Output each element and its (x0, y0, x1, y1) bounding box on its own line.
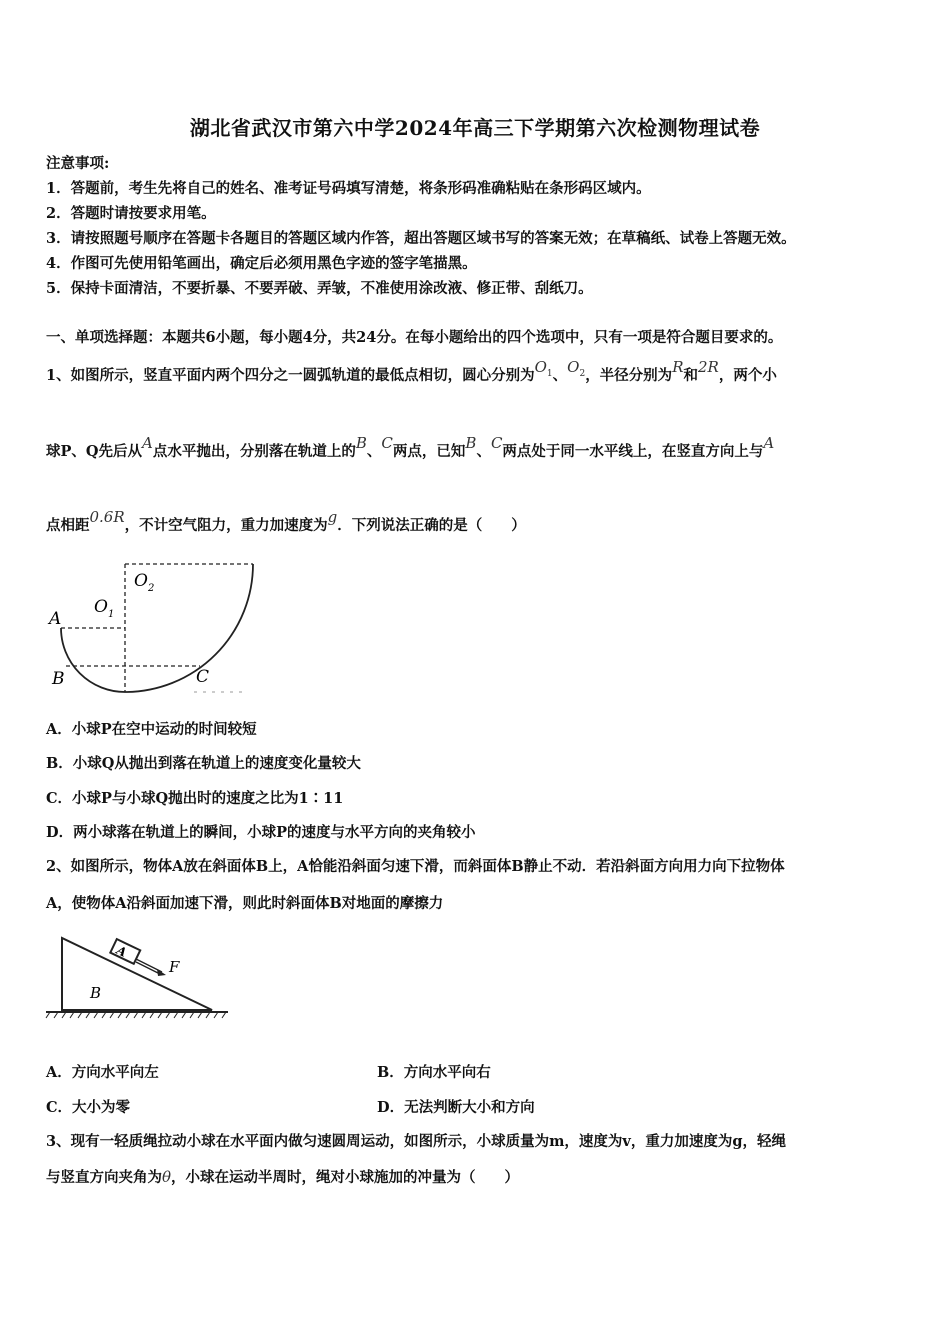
label-o2 (134, 571, 154, 594)
q1-line-1 (46, 358, 777, 385)
label-f: F (169, 958, 180, 976)
q2-option-b: B．方向水平向右 (377, 1064, 491, 1081)
label-o1-letter: O (94, 597, 108, 617)
q2-option-c: C．大小为零 (46, 1099, 131, 1116)
q1-sep: 、 (366, 443, 382, 460)
notice-item: 1．答题前，考生先将自己的姓名、准考证号码填写清楚，将条形码准确粘贴在条形码区域内。 (46, 180, 651, 197)
q1-b: B (465, 434, 477, 452)
notice-item: 5．保持卡面清洁，不要折暴、不要弄破、弄皱，不准使用涂改液、修正带、刮纸刀。 (46, 280, 593, 297)
q2-figure (44, 926, 234, 1026)
label-b: B (52, 669, 65, 689)
label-a: A (49, 609, 62, 629)
block-a (110, 939, 140, 965)
notice-item: 4．作图可先使用铅笔画出，确定后必须用黑色字迹的签字笔描黑。 (46, 255, 477, 272)
q1-o1 (534, 358, 553, 379)
q1-text: ．下列说法正确的是（ ） (337, 517, 526, 534)
q1-option-b: B．小球Q从抛出到落在轨道上的速度变化量较大 (46, 755, 361, 772)
q1-text: 点水平抛出，分别落在轨道上的 (152, 443, 356, 460)
q3-theta: θ (162, 1168, 172, 1186)
q1-option-a: A．小球P在空中运动的时间较短 (46, 721, 257, 738)
q1-text: 两点处于同一水平线上，在竖直方向上与 (502, 443, 764, 460)
small-arc (61, 628, 125, 692)
q1-text: ，不计空气阻力，重力加速度为 (124, 517, 328, 534)
q1-r: R (672, 358, 684, 376)
q1-text: 球P、Q先后从 (46, 443, 143, 460)
q2-line-2: A，使物体A沿斜面加速下滑，则此时斜面体B对地面的摩擦力 (46, 895, 444, 912)
q3-line-1: 3、现有一轻质绳拉动小球在水平面内做匀速圆周运动，如图所示，小球质量为m，速度为v，重力加速度为g，轻绳 (46, 1133, 786, 1150)
q1-line-3 (46, 508, 526, 535)
label-o2-sub: 2 (147, 583, 155, 594)
q1-text: 1、如图所示，竖直平面内两个四分之一圆弧轨道的最低点相切，圆心分别为 (46, 367, 535, 384)
q1-o2-letter: O (567, 358, 580, 376)
q1-g: g (327, 508, 338, 526)
page-title: 湖北省武汉市第六中学2024年高三下学期第六次检测物理试卷 (189, 116, 761, 140)
q3-line-2 (46, 1166, 519, 1187)
q1-r2: 2R (697, 358, 719, 376)
q1-a: A (763, 434, 775, 452)
label-o1-sub: 1 (107, 609, 115, 620)
label-o2-letter: O (134, 571, 148, 591)
q1-line-2 (46, 434, 775, 461)
q3-text: ，小球在运动半周时，绳对小球施加的冲量为（ ） (171, 1169, 520, 1186)
label-c: C (196, 667, 210, 687)
q1-o1-sub: 1 (546, 369, 553, 379)
notice-heading: 注意事项: (46, 155, 110, 172)
q1-text: 两点，已知 (392, 443, 466, 460)
q1-o2 (567, 358, 586, 379)
label-b: B (90, 984, 102, 1002)
q1-option-c: C．小球P与小球Q抛出时的速度之比为1∶11 (46, 790, 344, 807)
q1-text: ，两个小 (718, 367, 777, 384)
q1-b: B (355, 434, 367, 452)
q2-option-a: A．方向水平向左 (46, 1064, 159, 1081)
q1-sep: 、 (552, 367, 568, 384)
q1-c: C (490, 434, 503, 452)
q1-sep: 、 (476, 443, 491, 460)
q1-figure (44, 552, 264, 702)
q1-option-d: D．两小球落在轨道上的瞬间，小球P的速度与水平方向的夹角较小 (46, 824, 476, 841)
q2-option-d: D．无法判断大小和方向 (377, 1099, 535, 1116)
q2-line-1: 2、如图所示，物体A放在斜面体B上，A恰能沿斜面匀速下滑，而斜面体B静止不动．若沿斜面方向用力向下拉物体 (46, 858, 785, 875)
q1-o1-letter: O (534, 358, 547, 376)
q1-a: A (142, 434, 153, 452)
q1-text: 点相距 (46, 517, 90, 534)
q1-c: C (381, 434, 393, 452)
q1-text: ，半径分别为 (585, 367, 673, 384)
q3-text: 与竖直方向夹角为 (46, 1169, 162, 1186)
notice-item: 2．答题时请按要求用笔。 (46, 205, 216, 222)
q1-height: 0.6R (89, 508, 125, 526)
label-o1 (94, 597, 114, 620)
q1-text: 和 (683, 367, 698, 384)
force-arrowhead (157, 969, 166, 976)
section-heading: 一、单项选择题：本题共6小题，每小题4分，共24分。在每小题给出的四个选项中，只有一项是符合题目要求的。 (46, 329, 783, 346)
notice-item: 3．请按照题号顺序在答题卡各题目的答题区域内作答，超出答题区域书写的答案无效；在草稿纸、试卷上答题无效。 (46, 230, 796, 247)
q1-o2-sub: 2 (579, 369, 586, 379)
label-block-a: A (114, 943, 129, 960)
